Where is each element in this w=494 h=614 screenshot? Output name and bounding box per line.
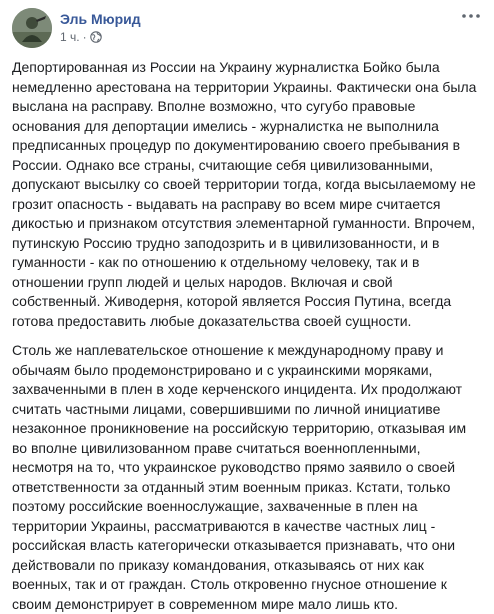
globe-icon: [90, 31, 102, 43]
post-subline: [60, 29, 141, 45]
post-paragraph-2: Столь же наплевательское отношение к международному праву и обычаям было продемонстрировано и с украинскими моряками, захваченными в плен в ходе керченского инцидента. Их продолжают считать частными лицами, совершившими по личной инициативе незаконное проникновение на российскую территорию, отказывая им во вполне цивилизованном праве считаться военнопленными, несмотря на то, что украинское руководство прямо заявило о своей ответственности за отданный этим военным приказ. Кстати, только поэтому российские военнослужащие, захваченные в плен на территории Украины, рассматриваются в качестве частных лиц - российская власть категорически отказывается признавать, что они действовали по приказу командования, отказываясь от них как военных, так и от граждан. Столь откровенно гнусное отношение к своим демонстрирует в современном мире мало лишь кто.: [12, 342, 467, 612]
author-name[interactable]: Эль Мюрид: [60, 11, 141, 27]
post-paragraph-1: Депортированная из России на Украину журналистка Бойко была немедленно арестована на территории Украины. Фактически она была выслана на расправу. Вполне возможно, что сугубо правовые основания для депортации имелись - журналистка не выполнила предписанных процедур по документированию своего пребывания в России. Однако все страны, считающие себя цивилизованными, допускают высылку со своей территории тогда, когда высылаемому не грозит опасность - выдавать на расправу во всем мире считается дикостью и признаком отсутствия элементарной гуманности. Впрочем, путинскую Россию трудно заподозрить и в цивилизованности, и в гуманности - как по отношению к отдельному человеку, так и в отношении групп людей и целых народов. Включая и свой собственный. Живодерня, которой является Россия Путина, всегда готова предоставить любые доказательства своей сущности.: [12, 59, 477, 329]
post-meta: [60, 8, 141, 45]
avatar-image: [12, 8, 52, 48]
post-timestamp[interactable]: 1 ч.: [60, 30, 80, 44]
more-options-icon[interactable]: [460, 8, 482, 24]
post-body: [12, 58, 482, 614]
avatar[interactable]: [12, 8, 52, 48]
meta-separator: ·: [82, 30, 87, 44]
post-header: [12, 8, 482, 48]
